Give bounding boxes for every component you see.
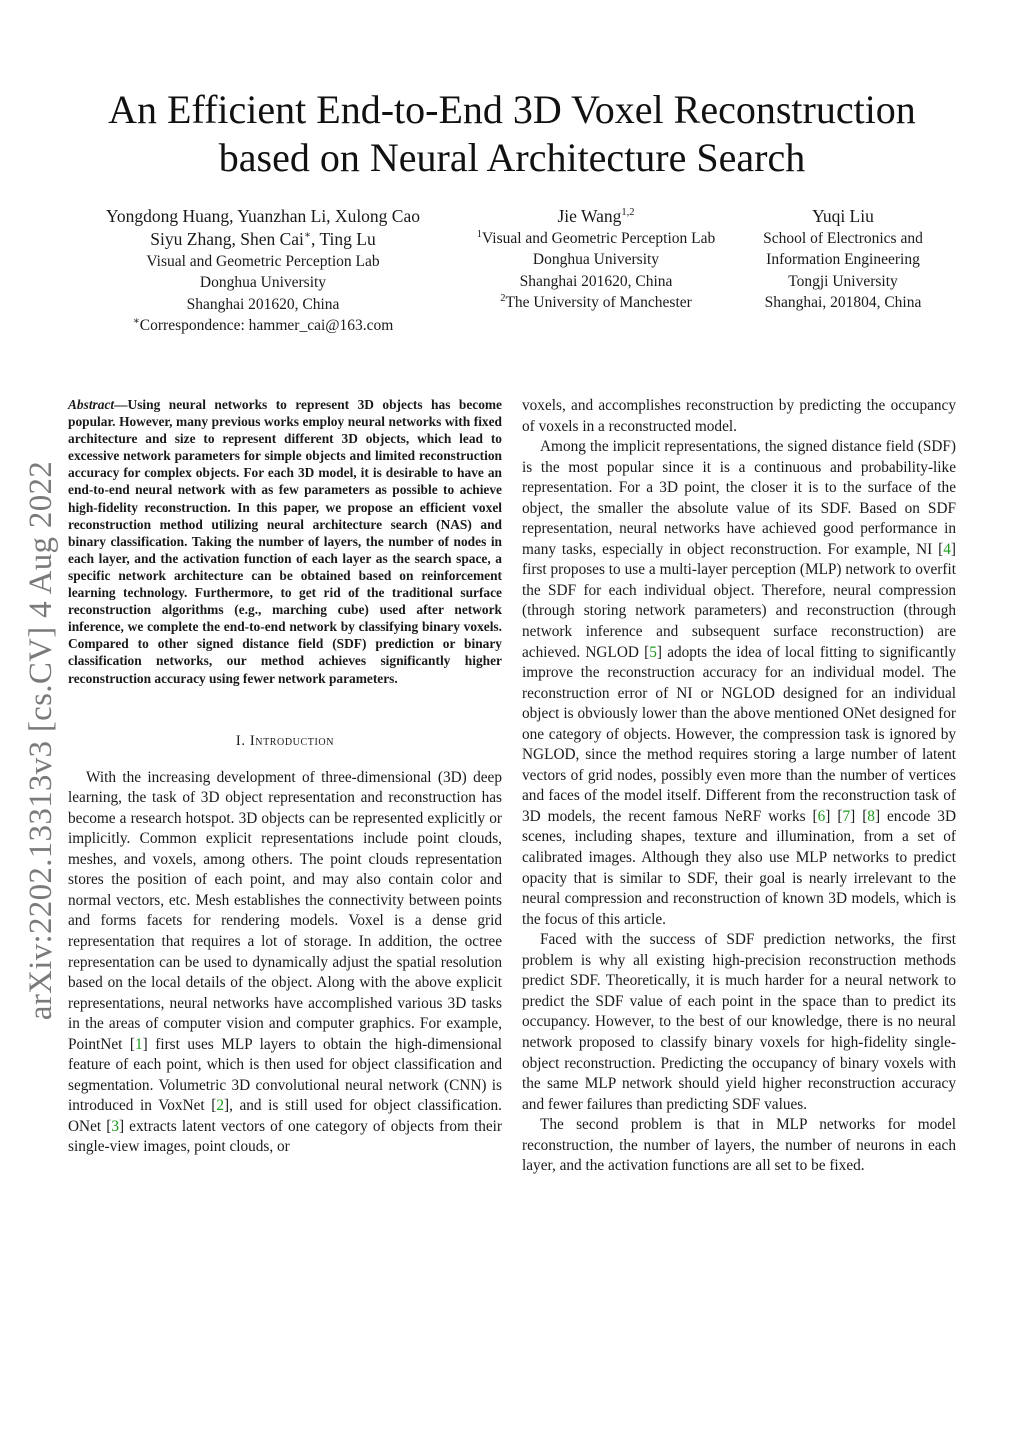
section-number: I. xyxy=(235,732,246,749)
author-name-jie-wang xyxy=(456,205,736,228)
title-line-1: An Efficient End-to-End 3D Voxel Reconstruction xyxy=(108,87,916,132)
intro-p1-text-1: With the increasing development of three-dimensional (3D) deep learning, the task of 3D object representation and reconstruction has become a research hotspot. 3D objects can be represented explicitly or implicitly. Common explicit representations include point clouds, meshes, and voxels, among others. The point clouds representation stores the position of each point, and may also contain color and normal vectors, etc. Mesh establishes the connectivity between points and forms facets for rendering models. Voxel is a dense grid representation that requires a lot of storage. In addition, the octree representation can be used to dynamically adjust the spatial resolution based on the local details of the object. Along with the above explicit representations, neural networks have accomplished various 3D tasks in the areas of computer vision and computer graphics. For example, PointNet [ xyxy=(68,768,502,1053)
abstract xyxy=(68,396,502,687)
author-block-1 xyxy=(40,205,486,337)
author-block-2 xyxy=(456,205,736,314)
section-title: Introduction xyxy=(249,732,335,749)
author-block-3 xyxy=(738,205,948,314)
affiliation-1-address: Shanghai 201620, China xyxy=(519,272,673,290)
citation-link-5[interactable]: 5 xyxy=(649,643,657,661)
affiliation-school-2: Information Engineering xyxy=(766,251,920,269)
title-line-2: based on Neural Architecture Search xyxy=(218,135,806,180)
intro-paragraph-3: Faced with the success of SDF prediction networks, the first problem is why all existing high-precision reconstruction methods predict SDF. Theoretically, it is much harder for a neural network to predict the SDF value of each point in the space than to predict its occupancy. However, to the best of our knowledge, there is no neural network proposed to classify binary voxels for high-fidelity single-object reconstruction. Predicting the occupancy of binary voxels with the same MLP network should yield higher reconstruction accuracy and fewer failures than predicting SDF values. xyxy=(522,931,956,1113)
affil-1-text: Visual and Geometric Perception Lab xyxy=(482,230,716,247)
intro-p2-text-2: ] first proposes to use a multi-layer perception (MLP) network to overfit the SDF for each individual object. Therefore, neural compression (through storing network parameters) and reconstruction (through network inference and subsequent surface reconstruction) are achieved. NGLOD [ xyxy=(522,540,956,661)
intro-p2-text-5: ] [ xyxy=(850,807,868,825)
intro-p2-text-1: Among the implicit representations, the signed distance field (SDF) is the most popular since it is a continuous and probability-like representation. For a 3D point, the closer it is to the surface of the object, the smaller the absolute value of its SDF. Based on SDF representation, neural networks have achieved good performance in many tasks, especially in object reconstruction. For example, NI [ xyxy=(522,438,956,558)
citation-link-7[interactable]: 7 xyxy=(842,807,851,825)
citation-link-4[interactable]: 4 xyxy=(943,540,951,558)
abstract-text: Using neural networks to represent 3D objects has become popular. However, many previous works employ neural networks with fixed architecture and size to represent different 3D objects, which lead to excessive network parameters for simple objects and limited reconstruction accuracy for complex objects. For each 3D model, it is desirable to have an end-to-end neural network with as few parameters as possible to achieve high-fidelity reconstruction. In this paper, we propose an efficient voxel reconstruction method utilizing neural architecture search (NAS) and binary classification. Taking the number of layers, the number of nodes in each layer, and the activation function of each layer as the search space, a specific network architecture can be obtained based on reinforcement learning technology. Furthermore, to get rid of the traditional surface reconstruction algorithms (e.g., marching cube) used after network inference, we complete the end-to-end network by classifying binary voxels. Compared to other signed distance field (SDF) prediction or binary classification networks, our method achieves significantly higher reconstruction accuracy using fewer network parameters. xyxy=(68,397,502,686)
intro-paragraph-2 xyxy=(522,437,956,930)
arxiv-identifier: arXiv:2202.13313v3 [cs.CV] 4 Aug 2022 xyxy=(23,460,60,1020)
intro-paragraph-1 xyxy=(68,768,502,1158)
affiliation-1-university: Donghua University xyxy=(532,251,660,269)
affil-2-text: The University of Manchester xyxy=(505,294,692,312)
intro-p1-text-4: ] extracts latent vectors of one category of objects from their single-view images, point clouds, or xyxy=(68,1117,503,1156)
intro-p2-text-4: ] [ xyxy=(825,807,843,825)
author-affil-sup: 1,2 xyxy=(621,207,635,219)
affiliation-2 xyxy=(456,292,736,313)
citation-link-6[interactable]: 6 xyxy=(817,807,826,825)
citation-link-2[interactable]: 2 xyxy=(216,1097,224,1115)
right-column xyxy=(522,396,956,1177)
correspondence-mark: ∗ xyxy=(132,316,140,328)
affiliation-1 xyxy=(456,228,736,249)
citation-link-1[interactable]: 1 xyxy=(134,1035,143,1053)
author-names-2-text: Siyu Zhang, Shen Cai xyxy=(150,229,304,249)
affil-1-mark: 1 xyxy=(476,228,483,240)
citation-link-8[interactable]: 8 xyxy=(867,807,875,825)
citation-link-3[interactable]: 3 xyxy=(111,1117,119,1135)
intro-paragraph-4: The second problem is that in MLP networks for model reconstruction, the number of layers, the number of neurons in each layer, and the activation functions are all set to be fixed. xyxy=(522,1116,956,1175)
affiliation-address: Shanghai 201620, China xyxy=(186,295,340,313)
intro-p1-text-3: ], and is still used for object classification. ONet [ xyxy=(68,1097,503,1135)
intro-p2-text-3: ] adopts the idea of local fitting to significantly improve the reconstruction accuracy for an individual model. The reconstruction error of NI or NGLOD designed for an individual object is obviously lower than the above mentioned ONet designed for one category of objects. However, the compression task is ignored by NGLOD, since the method requires storing a large number of latent vectors of grid nodes, possibly even more than the number of vertices and faces of the model itself. Different from the reconstruction task of 3D models, the recent famous NeRF works [ xyxy=(522,643,956,825)
correspondence-email: Correspondence: hammer_cai@163.com xyxy=(139,317,394,335)
affil-2-mark: 2 xyxy=(500,293,506,305)
author-names-2-tail: , Ting Lu xyxy=(311,229,376,249)
author-names-2 xyxy=(40,228,486,251)
author-name-yuqi-liu: Yuqi Liu xyxy=(812,206,874,226)
author-names-1: Yongdong Huang, Yuanzhan Li, Xulong Cao xyxy=(105,206,420,226)
author-name-text: Jie Wang xyxy=(557,206,622,226)
abstract-label: Abstract xyxy=(68,397,115,412)
correspondence-marker: ∗ xyxy=(303,230,312,242)
affiliation-tongji: Tongji University xyxy=(788,272,898,290)
affiliation-school: School of Electronics and xyxy=(763,230,923,247)
affiliation-tongji-address: Shanghai, 201804, China xyxy=(764,294,922,312)
intro-p2-text-6: ] encode 3D scenes, including shapes, texture and illumination, from a set of calibrated images. Although they also use MLP networks to predict opacity that is similar to SDF, their goal is nearly irrelevant to the neural compression and reconstruction of known 3D models, which is the focus of this article. xyxy=(522,807,957,928)
paper-title xyxy=(60,86,964,182)
intro-p1-text-2: ] first uses MLP layers to obtain the high-dimensional feature of each point, which is then used for object classification and segmentation. Volumetric 3D convolutional neural network (CNN) is introduced in VoxNet [ xyxy=(68,1035,502,1115)
correspondence-line xyxy=(40,315,486,336)
section-heading-introduction xyxy=(68,733,502,750)
intro-paragraph-continued: voxels, and accomplishes reconstruction by predicting the occupancy of voxels in a reconstructed model. xyxy=(522,397,956,435)
affiliation-lab: Visual and Geometric Perception Lab xyxy=(146,253,380,270)
abstract-dash: — xyxy=(114,397,128,412)
left-column xyxy=(68,396,502,1158)
affiliation-university: Donghua University xyxy=(199,274,327,292)
